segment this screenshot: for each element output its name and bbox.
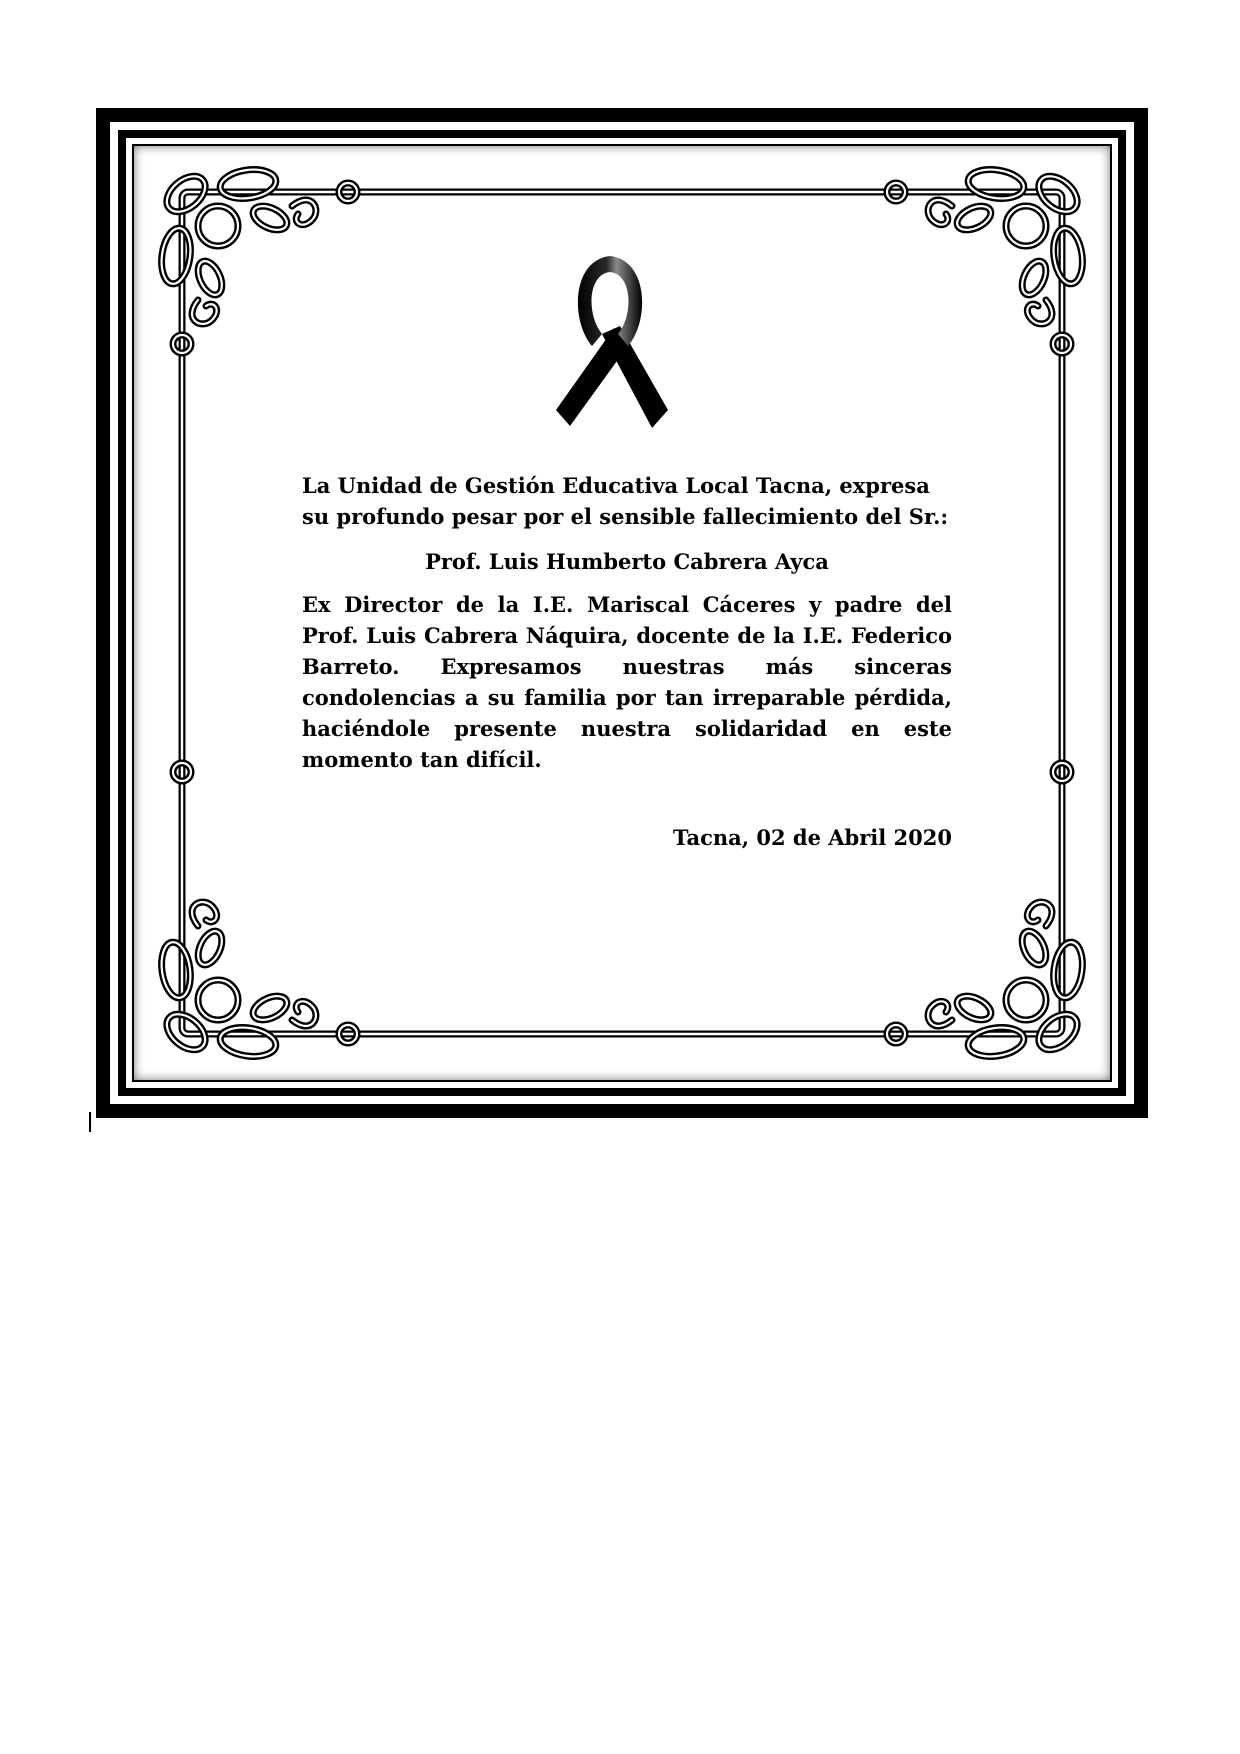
- mourning-ribbon-icon: [548, 250, 672, 440]
- deceased-name: Prof. Luis Humberto Cabrera Ayca: [425, 549, 829, 574]
- condolence-message: [302, 470, 952, 775]
- intro-paragraph: La Unidad de Gestión Educativa Local Tacna, expresa su profundo pesar por el sensible fallecimiento del Sr.:: [302, 473, 949, 529]
- date-line: Tacna, 02 de Abril 2020: [672, 825, 952, 850]
- text-cursor: [89, 1112, 91, 1132]
- condolence-card: [96, 108, 1148, 1118]
- body-paragraph: Ex Director de la I.E. Mariscal Cáceres y padre del Prof. Luis Cabrera Náquira, docente de la I.E. Federico Barreto. Expresamos nuestras más sinceras condolencias a su familia por tan irreparable pérdida, haciéndole presente nuestra solidaridad en este momento tan difícil.: [302, 592, 952, 772]
